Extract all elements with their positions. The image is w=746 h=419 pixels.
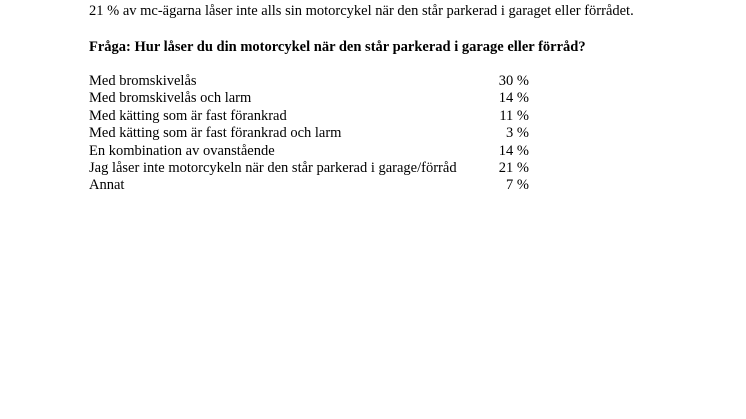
table-row [89, 125, 529, 142]
answer-percent: 14 % [498, 142, 529, 159]
answer-percent: 30 % [498, 73, 529, 89]
answer-percent: 11 % [499, 107, 529, 124]
answer-label: En kombination av ovanstående [89, 142, 275, 159]
table-row [89, 160, 529, 177]
table-row [89, 143, 529, 160]
answer-label: Jag låser inte motorcykeln när den står parkerad i garage/förråd [89, 160, 457, 177]
answer-percent: 3 % [506, 125, 529, 142]
survey-question: Fråga: Hur låser du din motorcykel när den står parkerad i garage eller förråd? [89, 39, 586, 55]
answer-percent: 14 % [498, 90, 529, 107]
intro-paragraph: 21 % av mc-ägarna låser inte alls sin motorcykel när den står parkerad i garaget eller förrådet. [89, 3, 634, 19]
answer-label: Annat [89, 177, 125, 194]
answer-label: Med bromskivelås och larm [89, 90, 252, 107]
table-row [89, 108, 529, 125]
answer-label: Med bromskivelås [89, 73, 197, 89]
document-body [89, 2, 709, 195]
answer-label: Med kätting som är fast förankrad [89, 107, 287, 124]
table-row [89, 177, 529, 194]
results-table [89, 73, 529, 195]
table-row [89, 90, 529, 107]
table-row [89, 73, 529, 90]
answer-percent: 21 % [498, 160, 529, 177]
answer-percent: 7 % [506, 177, 529, 194]
answer-label: Med kätting som är fast förankrad och larm [89, 125, 342, 142]
